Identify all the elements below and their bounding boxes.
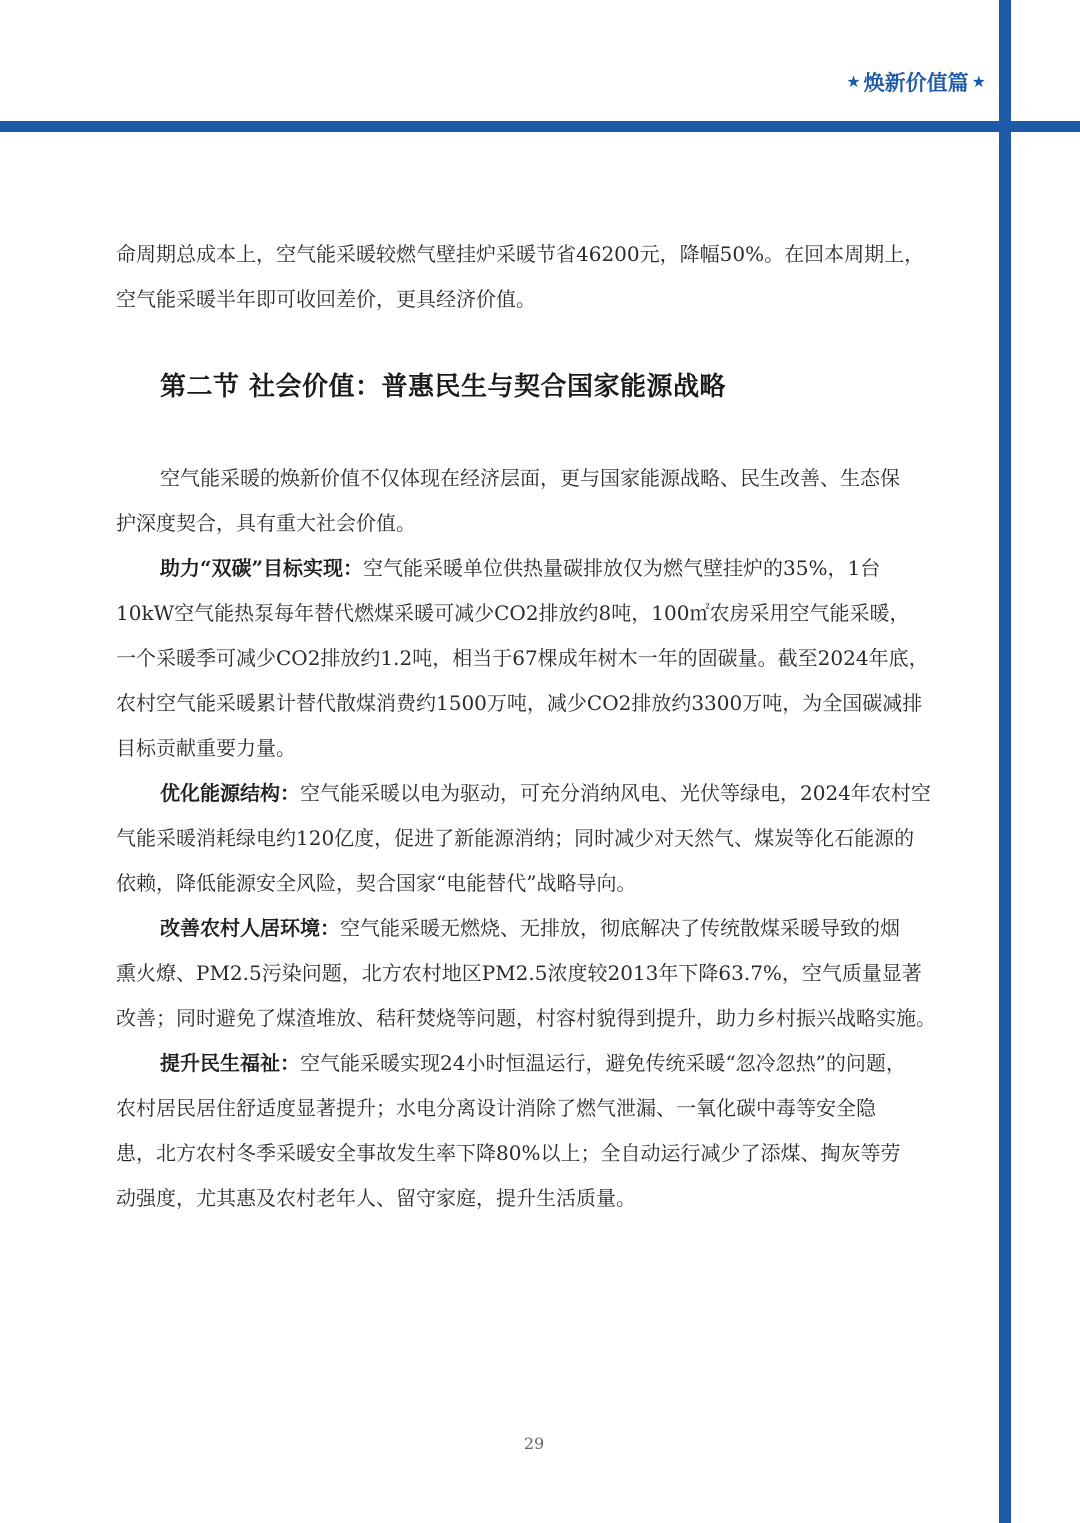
header-title: 焕新价值篇 (863, 71, 969, 95)
text-line: 空气能采暖半年即可收回差价，更具经济价值。 (116, 287, 536, 311)
star-icon: ★ (846, 72, 861, 91)
text-line: 农村居民居住舒适度显著提升；水电分离设计消除了燃气泄漏、一氧化碳中毒等安全隐 (116, 1096, 876, 1120)
paragraph-lead: 提升民生福祉： (160, 1051, 300, 1075)
text-line: 依赖，降低能源安全风险，契合国家“电能替代”战略导向。 (116, 871, 637, 895)
text-line (116, 546, 976, 591)
text-line (116, 1041, 976, 1086)
text-segment: 空气能采暖无燃烧、无排放，彻底解决了传统散煤采暖导致的烟 (340, 916, 900, 940)
right-border-bar (999, 0, 1011, 1523)
text-segment: 空气能采暖实现24小时恒温运行，避免传统采暖“忽冷忽热”的问题， (300, 1051, 906, 1075)
star-icon: ★ (971, 72, 986, 91)
text-line: 患，北方农村冬季采暖安全事故发生率下降80%以上；全自动运行减少了添煤、掏灰等劳 (116, 1141, 901, 1165)
text-line: 命周期总成本上，空气能采暖较燃气壁挂炉采暖节省46200元，降幅50%。在回本周期上， (116, 242, 925, 266)
text-line: 熏火燎、PM2.5污染问题，北方农村地区PM2.5浓度较2013年下降63.7%，空气质量显著 (116, 961, 922, 985)
text-line: 动强度，尤其惠及农村老年人、留守家庭，提升生活质量。 (116, 1186, 636, 1210)
header-rule (0, 121, 1080, 132)
text-line: 一个采暖季可减少CO2排放约1.2吨，相当于67棵成年树木一年的固碳量。截至2024年底， (116, 646, 929, 670)
paragraph-dual-carbon (116, 546, 976, 771)
text-line: 护深度契合，具有重大社会价值。 (116, 511, 416, 535)
running-header (846, 66, 986, 98)
page-number: 29 (523, 1434, 545, 1453)
paragraph-energy-structure (116, 771, 976, 906)
paragraph-lead: 助力“双碳”目标实现： (160, 556, 364, 580)
paragraph-lead: 优化能源结构： (160, 781, 300, 805)
section-heading: 第二节 社会价值：普惠民生与契合国家能源战略 (160, 372, 727, 402)
text-segment: 空气能采暖单位供热量碳排放仅为燃气壁挂炉的35%，1台 (363, 556, 881, 580)
paragraph-intro (116, 456, 976, 546)
text-line: 10kW空气能热泵每年替代燃煤采暖可减少CO2排放约8吨，100㎡农房采用空气能采暖， (116, 601, 910, 625)
intro-text (116, 232, 976, 322)
paragraph-rural-environment (116, 906, 976, 1041)
text-line: 空气能采暖的焕新价值不仅体现在经济层面，更与国家能源战略、民生改善、生态保 (160, 466, 900, 490)
text-line: 气能采暖消耗绿电约120亿度，促进了新能源消纳；同时减少对天然气、煤炭等化石能源的 (116, 826, 915, 850)
body-text (116, 456, 976, 1221)
text-segment: 空气能采暖以电为驱动，可充分消纳风电、光伏等绿电，2024年农村空 (300, 781, 931, 805)
text-line: 目标贡献重要力量。 (116, 736, 296, 760)
paragraph-livelihood (116, 1041, 976, 1221)
text-line: 改善；同时避免了煤渣堆放、秸秆焚烧等问题，村容村貌得到提升，助力乡村振兴战略实施。 (116, 1006, 936, 1030)
text-line (116, 906, 976, 951)
text-line (116, 771, 976, 816)
text-line: 农村空气能采暖累计替代散煤消费约1500万吨，减少CO2排放约3300万吨，为全国碳减排 (116, 691, 923, 715)
paragraph-lead: 改善农村人居环境： (160, 916, 340, 940)
